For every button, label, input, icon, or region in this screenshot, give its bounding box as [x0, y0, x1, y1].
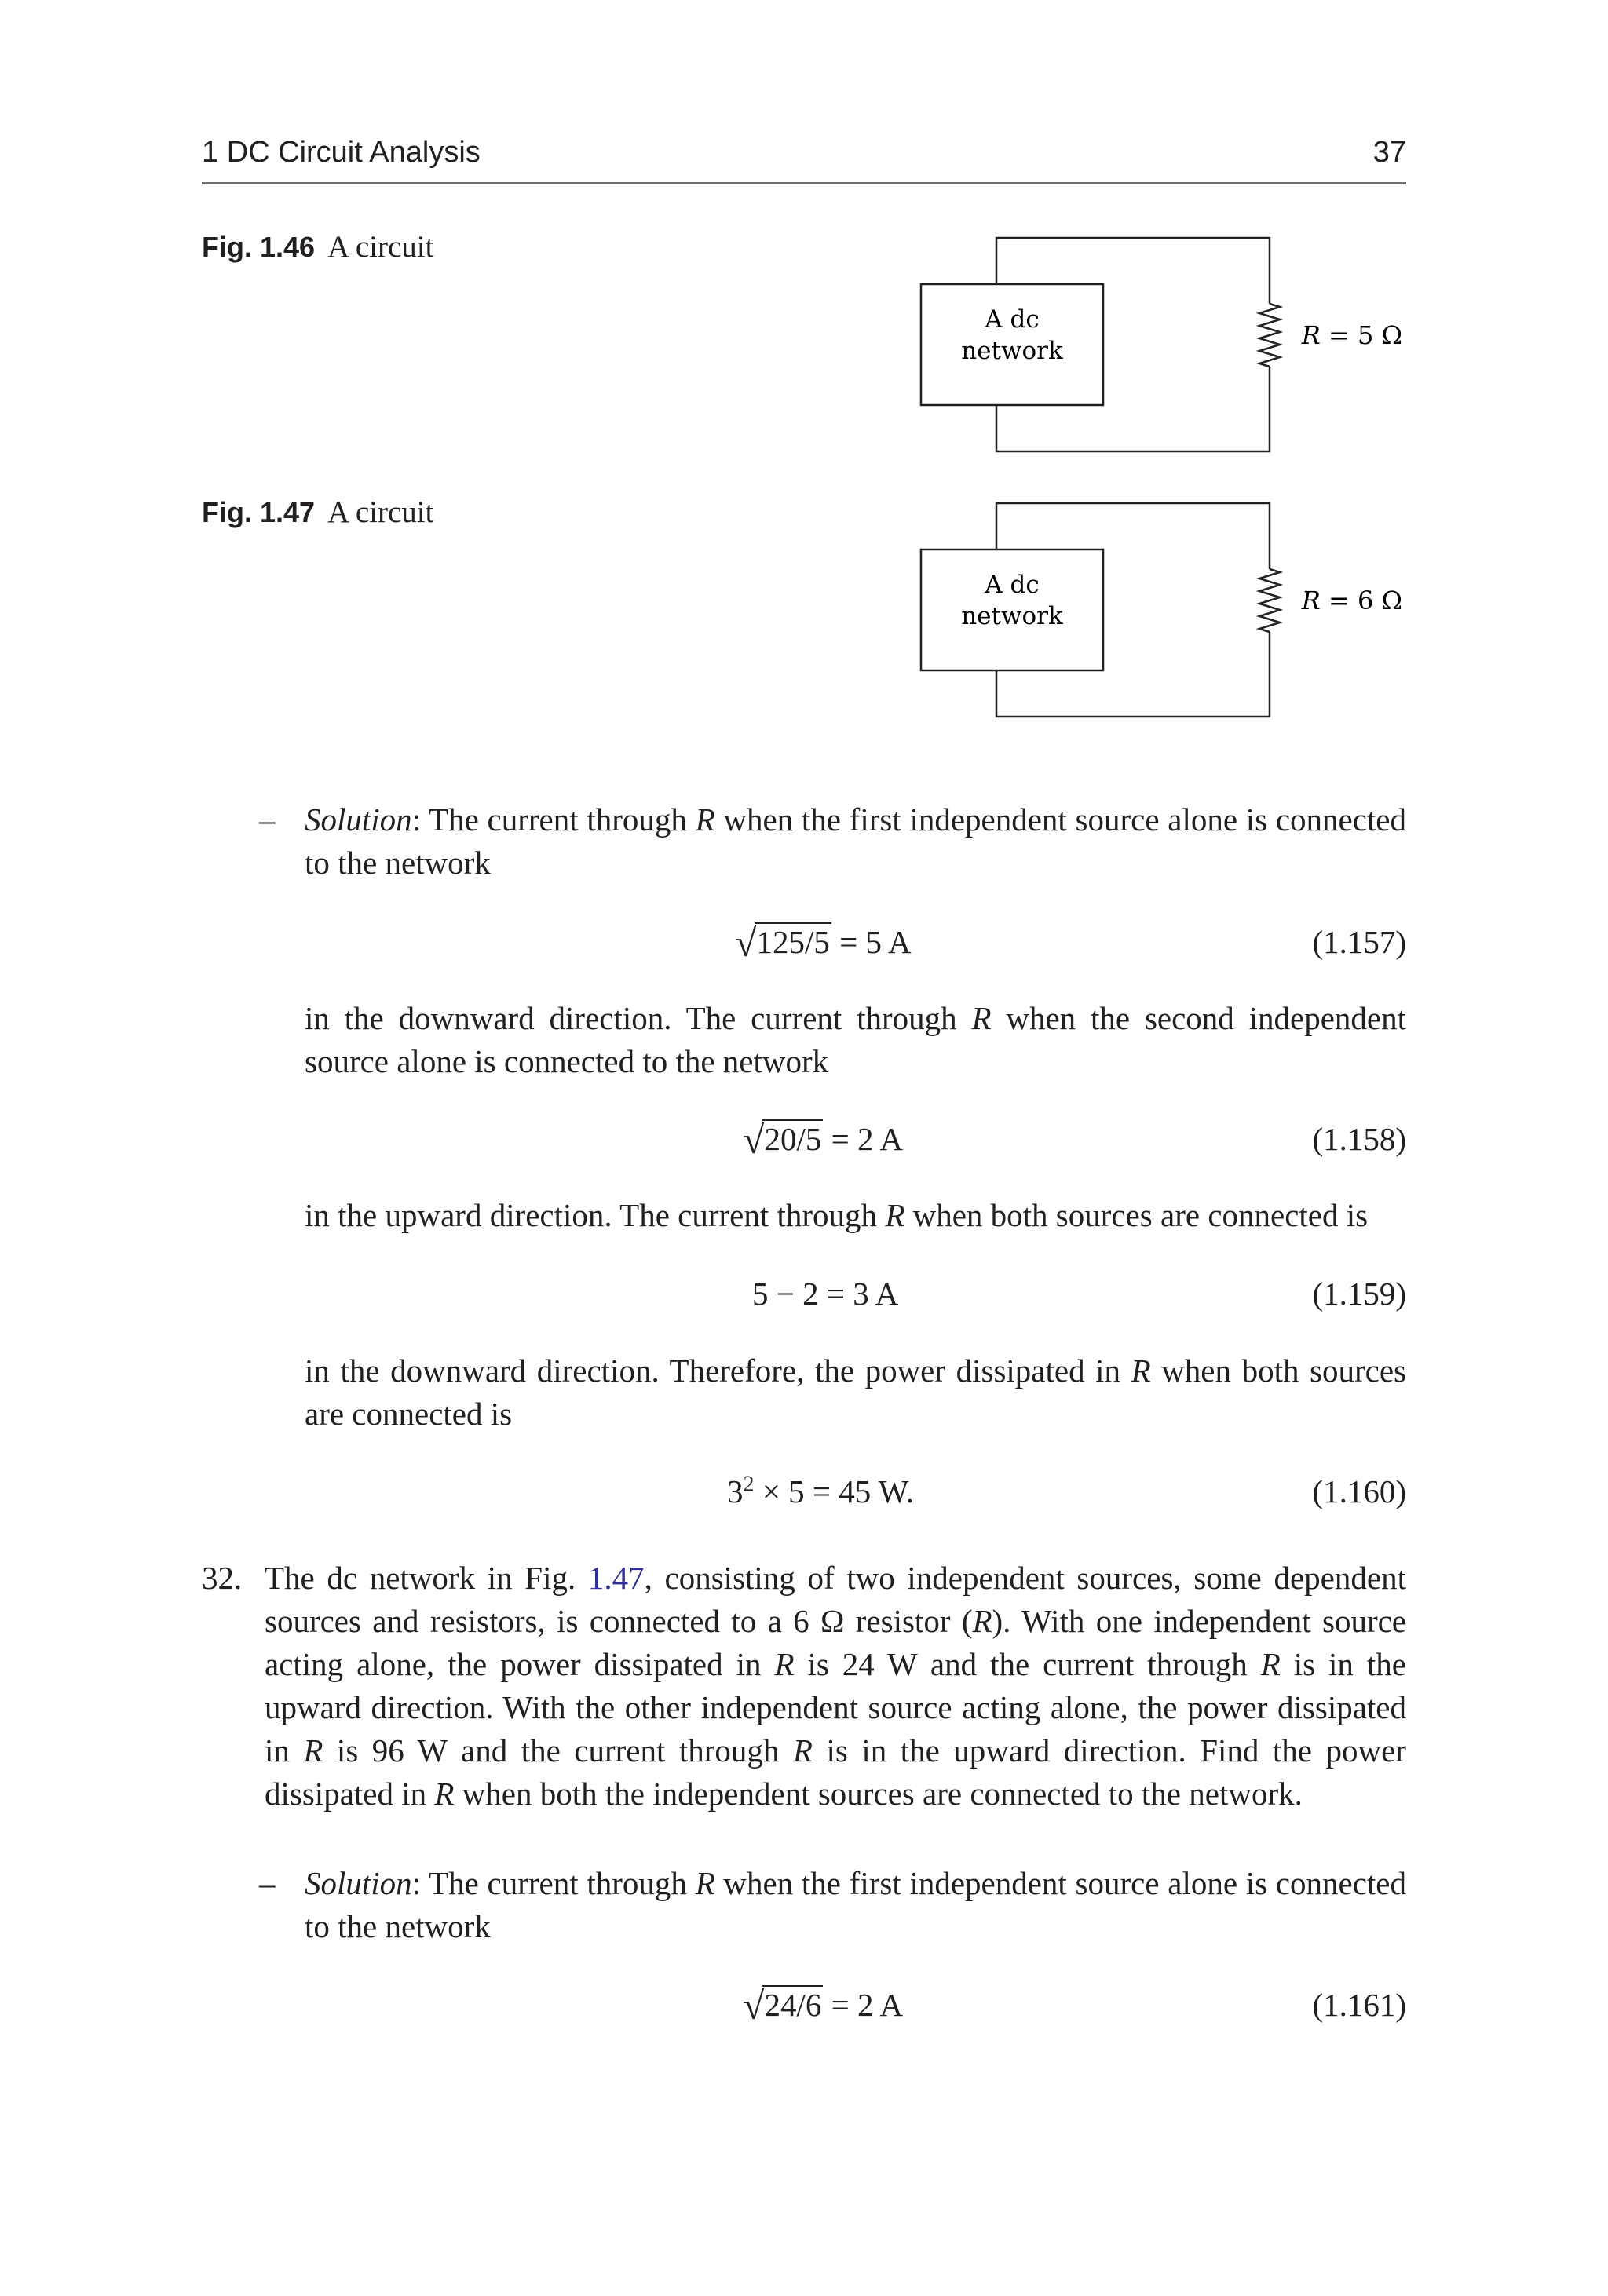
resistor-label: [1301, 586, 1402, 615]
resistor-zigzag: [1259, 304, 1280, 367]
solution-2-bullet: –: [259, 1865, 276, 1901]
equation-number-1-158: (1.158): [1312, 1121, 1406, 1157]
solution-1-paragraph-4: in the downward direction. Therefore, the power dissipated in R when both sources are connected is: [305, 1352, 1406, 1432]
equation-1-160: $3^2 \times 5 = 45$ W.: [727, 1472, 914, 1509]
figure-1-46-caption-text: A circuit: [327, 230, 434, 264]
header-rule: [202, 182, 1406, 184]
equation-1-157: √125/5 = 5 A: [735, 921, 912, 965]
sqrt-expression: √20/5: [743, 1118, 822, 1162]
problem-32-text: The dc network in Fig. 1.47, consisting of two independent sources, some dependent sources and resistors, is connected to a 6 Ω resistor (R). With one independent source acting alone, the power dissipated in R is 24 W and the current through R is in the upward direction. With the other independent source acting alone, the power dissipated in R is 96 W and the current through R is in the upward direction. Find the power dissipated in R when both the independent sources are connected to the network.: [265, 1560, 1406, 1812]
bottom-wire: [996, 632, 1270, 717]
resistor-label-value: = 6 Ω: [1320, 586, 1402, 615]
equation-number-1-157: (1.157): [1312, 924, 1406, 960]
solution-1-paragraph-2: in the downward direction. The current through R when the second independent source alone is connected to the network: [305, 1000, 1406, 1079]
dc-network-label-line2: network: [961, 337, 1063, 365]
top-wire: [996, 503, 1270, 569]
resistor-label-symbol: R: [1301, 586, 1321, 615]
sqrt-symbol: √: [735, 921, 757, 965]
dc-network-label-line1: A dc: [985, 305, 1040, 334]
equation-number-1-160: (1.160): [1312, 1473, 1406, 1509]
sqrt-expression: √24/6: [743, 1984, 822, 2028]
solution-2-paragraph-1: Solution: The current through R when the first independent source alone is connected to the network: [305, 1865, 1407, 1944]
solution-1-paragraph-1: Solution: The current through R when the first independent source alone is connected to the network: [305, 801, 1407, 881]
equation-1-158: √20/5 = 2 A: [743, 1118, 904, 1162]
figure-1-47-link[interactable]: 1.47: [587, 1560, 645, 1596]
equation-1-159: 5 − 2 = 3 A: [752, 1276, 899, 1312]
solution-label: Solution: [305, 801, 412, 838]
running-header-chapter: 1 DC Circuit Analysis: [202, 136, 481, 169]
sqrt-symbol: √: [743, 1984, 765, 2028]
figure-1-47-caption: [202, 493, 433, 532]
top-wire: [996, 238, 1270, 304]
resistor-zigzag: [1259, 569, 1280, 632]
equation-1-161: √24/6 = 2 A: [743, 1984, 904, 2028]
figure-1-46-circuit: [903, 228, 1413, 463]
figure-1-47-number: Fig. 1.47: [202, 496, 316, 528]
solution-1-paragraph-3: in the upward direction. The current through R when both sources are connected is: [305, 1197, 1369, 1233]
sqrt-expression: √125/5: [735, 921, 830, 965]
equation-number-1-161: (1.161): [1312, 1987, 1406, 2023]
solution-label: Solution: [305, 1865, 412, 1901]
dc-network-label-line1: A dc: [985, 571, 1040, 599]
sqrt-symbol: √: [743, 1118, 765, 1162]
resistor-label-symbol: R: [1301, 320, 1321, 350]
figure-1-46-caption: [202, 228, 433, 267]
bottom-wire: [996, 367, 1270, 451]
problem-32-number: 32.: [202, 1560, 243, 1596]
dc-network-label-line2: network: [961, 602, 1063, 630]
running-header-page-number: 37: [1372, 136, 1406, 169]
figure-1-47-caption-text: A circuit: [327, 495, 434, 529]
figure-1-46-number: Fig. 1.46: [202, 231, 316, 263]
figure-1-47-circuit: [903, 493, 1413, 728]
resistor-label-value: = 5 Ω: [1320, 320, 1402, 350]
resistor-label: [1301, 320, 1402, 350]
solution-1-bullet: –: [259, 801, 276, 838]
equation-number-1-159: (1.159): [1312, 1276, 1406, 1312]
